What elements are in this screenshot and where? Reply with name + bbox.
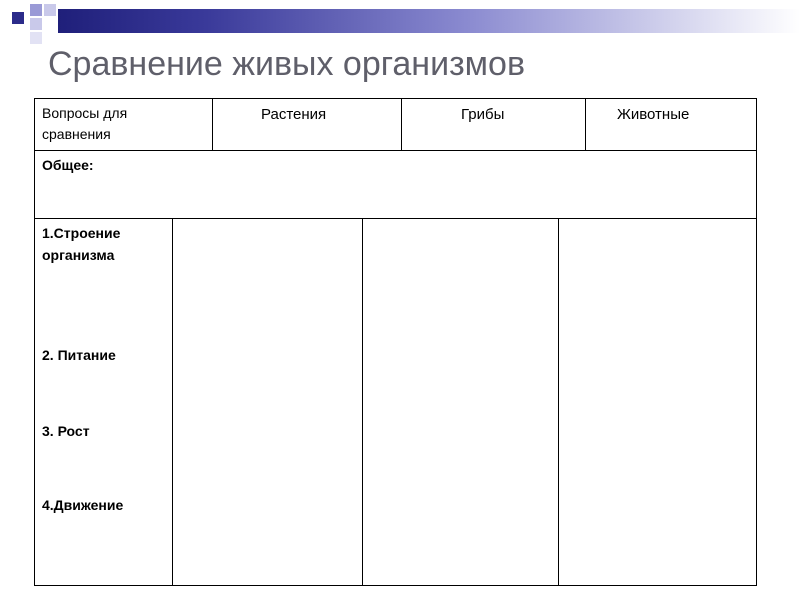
fungi-answer-cell [362,218,559,586]
header-questions-line2: сравнения [42,126,111,142]
question-nutrition: 2. Питание [42,347,116,363]
questions-column [34,218,173,586]
decor-square-dark [12,12,24,24]
common-row-label: Общее: [42,157,94,173]
question-structure-line2: организма [42,247,115,263]
header-fungi: Грибы [461,106,505,123]
common-row [34,150,757,219]
slide-title: Сравнение живых организмов [48,45,526,83]
animals-answer-cell [558,218,757,586]
question-growth: 3. Рост [42,423,90,439]
header-animals: Животные [617,106,690,123]
header-plants: Растения [261,106,327,123]
question-structure-line1: 1.Строение [42,225,121,241]
header-questions-line1: Вопросы для [42,105,128,121]
question-movement: 4.Движение [42,497,124,513]
header-gradient-bar [58,9,800,33]
decor-square-light [30,4,42,16]
decor-square-light [30,18,42,30]
decor-square-light [44,4,56,16]
decor-square-light [30,32,42,44]
plants-answer-cell [172,218,363,586]
